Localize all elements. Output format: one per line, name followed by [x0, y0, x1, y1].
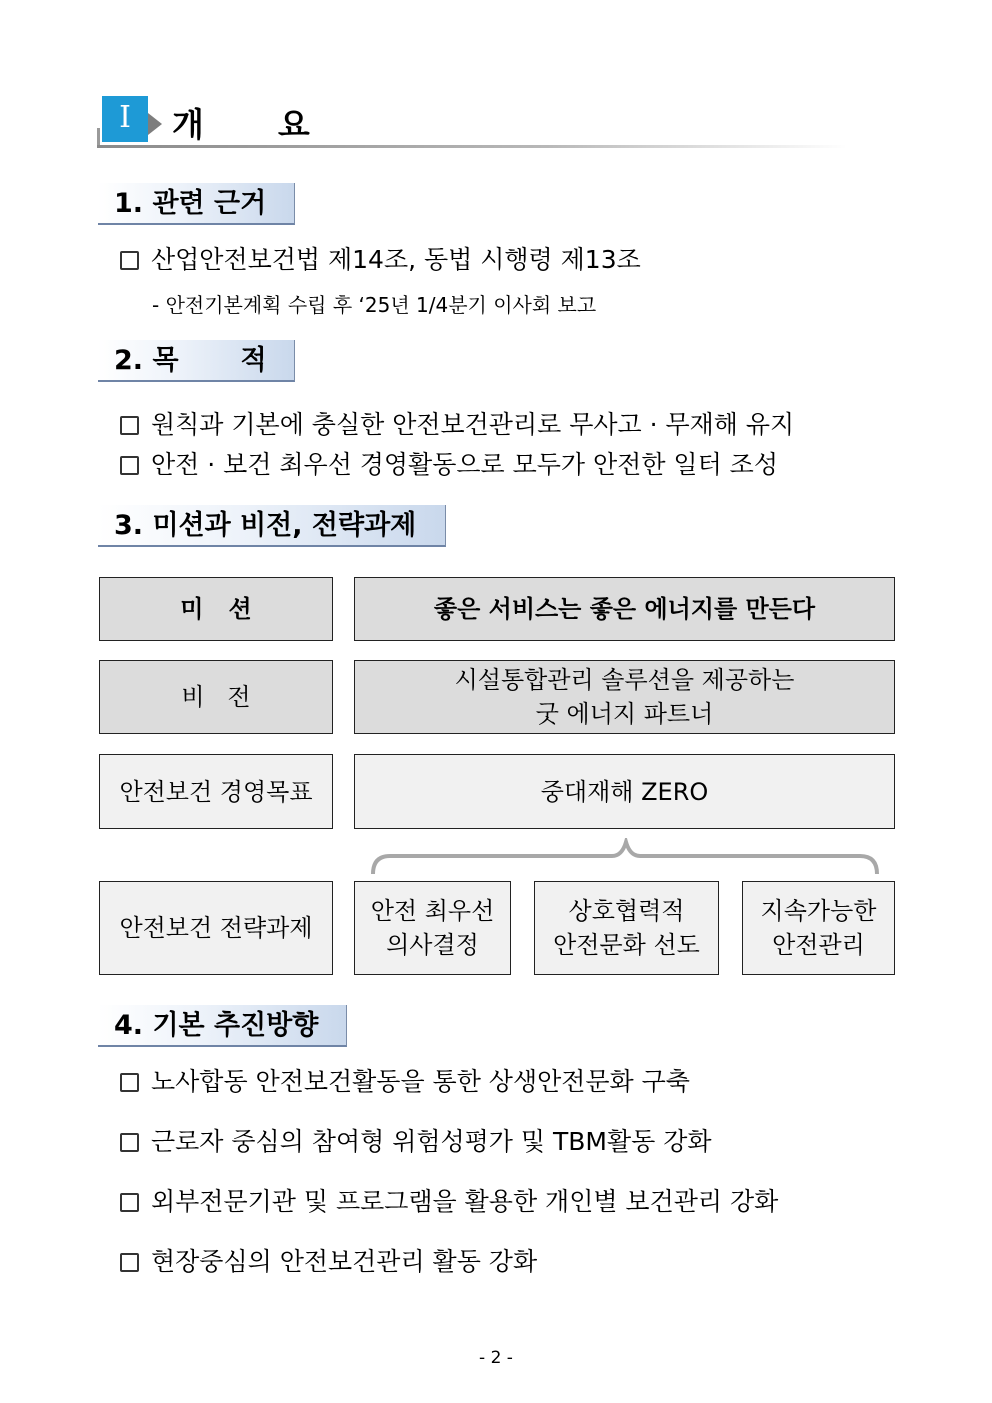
strategy-label: 안전보건 전략과제: [99, 881, 333, 975]
strategy-3-line-1: 지속가능한: [760, 897, 877, 925]
strategy-box-3: [742, 881, 895, 975]
vision-line-2: 굿 에너지 파트너: [535, 700, 714, 728]
strategy-1-line-2: 의사결정: [386, 931, 479, 959]
bullet-text: 원칙과 기본에 충실한 안전보건관리로 무사고 · 무재해 유지: [151, 410, 795, 439]
section-4-bullet: [120, 1187, 778, 1217]
section-1-bullet: [120, 245, 641, 275]
strategy-box-2: [534, 881, 719, 975]
section-2-title-b: 적: [240, 345, 267, 376]
chapter-title: [172, 99, 312, 146]
chapter-numeral-badge: Ⅰ: [102, 96, 148, 142]
section-4-bullet: [120, 1067, 690, 1097]
chapter-frame-left: [97, 128, 100, 146]
bullet-text: 산업안전보건법 제14조, 동법 시행령 제13조: [151, 245, 641, 274]
bullet-text: 안전 · 보건 최우선 경영활동으로 모두가 안전한 일터 조성: [151, 450, 778, 479]
section-4-bullet: [120, 1127, 712, 1157]
mission-label: 미 션: [99, 577, 333, 641]
checkbox-icon: [120, 1253, 139, 1272]
checkbox-icon: [120, 251, 139, 270]
checkbox-icon: [120, 1073, 139, 1092]
section-4-title: 4. 기본 추진방향: [114, 1010, 319, 1041]
section-3-header: [98, 505, 446, 547]
checkbox-icon: [120, 1133, 139, 1152]
chapter-title-b: 요: [277, 105, 312, 144]
chapter-arrow-icon: [148, 113, 162, 135]
section-3-title: 3. 미션과 비전, 전략과제: [114, 510, 417, 541]
bullet-text: 노사합동 안전보건활동을 통한 상생안전문화 구축: [151, 1067, 690, 1096]
checkbox-icon: [120, 456, 139, 475]
brace-connector-icon: [368, 838, 882, 878]
chapter-underline: [97, 145, 847, 148]
vision-label: 비 전: [99, 660, 333, 734]
section-2-title-a: 2. 목: [114, 345, 179, 376]
strategy-2-line-2: 안전문화 선도: [553, 931, 700, 959]
vision-box: [354, 660, 895, 734]
goal-text: 중대재해 ZERO: [354, 754, 895, 829]
bullet-text: 근로자 중심의 참여형 위험성평가 및 TBM활동 강화: [151, 1127, 712, 1156]
chapter-title-a: 개: [172, 105, 206, 144]
strategy-3-line-2: 안전관리: [772, 931, 865, 959]
section-1-title: 1. 관련 근거: [114, 188, 267, 219]
bullet-text: 현장중심의 안전보건관리 활동 강화: [151, 1247, 538, 1276]
page-number: - 2 -: [479, 1348, 513, 1368]
section-4-bullet: [120, 1247, 537, 1277]
goal-label: 안전보건 경영목표: [99, 754, 333, 829]
checkbox-icon: [120, 416, 139, 435]
mission-text: 좋은 서비스는 좋은 에너지를 만든다: [354, 577, 895, 641]
section-4-header: [98, 1005, 347, 1047]
section-1-subnote: - 안전기본계획 수립 후 ‘25년 1/4분기 이사회 보고: [152, 293, 597, 317]
section-2-header: [98, 340, 295, 382]
strategy-2-line-1: 상호협력적: [568, 897, 685, 925]
section-1-header: [98, 183, 295, 225]
bullet-text: 외부전문기관 및 프로그램을 활용한 개인별 보건관리 강화: [151, 1187, 779, 1216]
strategy-1-line-1: 안전 최우선: [370, 897, 495, 925]
vision-line-1: 시설통합관리 솔루션을 제공하는: [454, 666, 795, 694]
section-2-bullet: [120, 410, 794, 440]
strategy-box-1: [354, 881, 511, 975]
section-2-bullet: [120, 450, 778, 480]
checkbox-icon: [120, 1193, 139, 1212]
